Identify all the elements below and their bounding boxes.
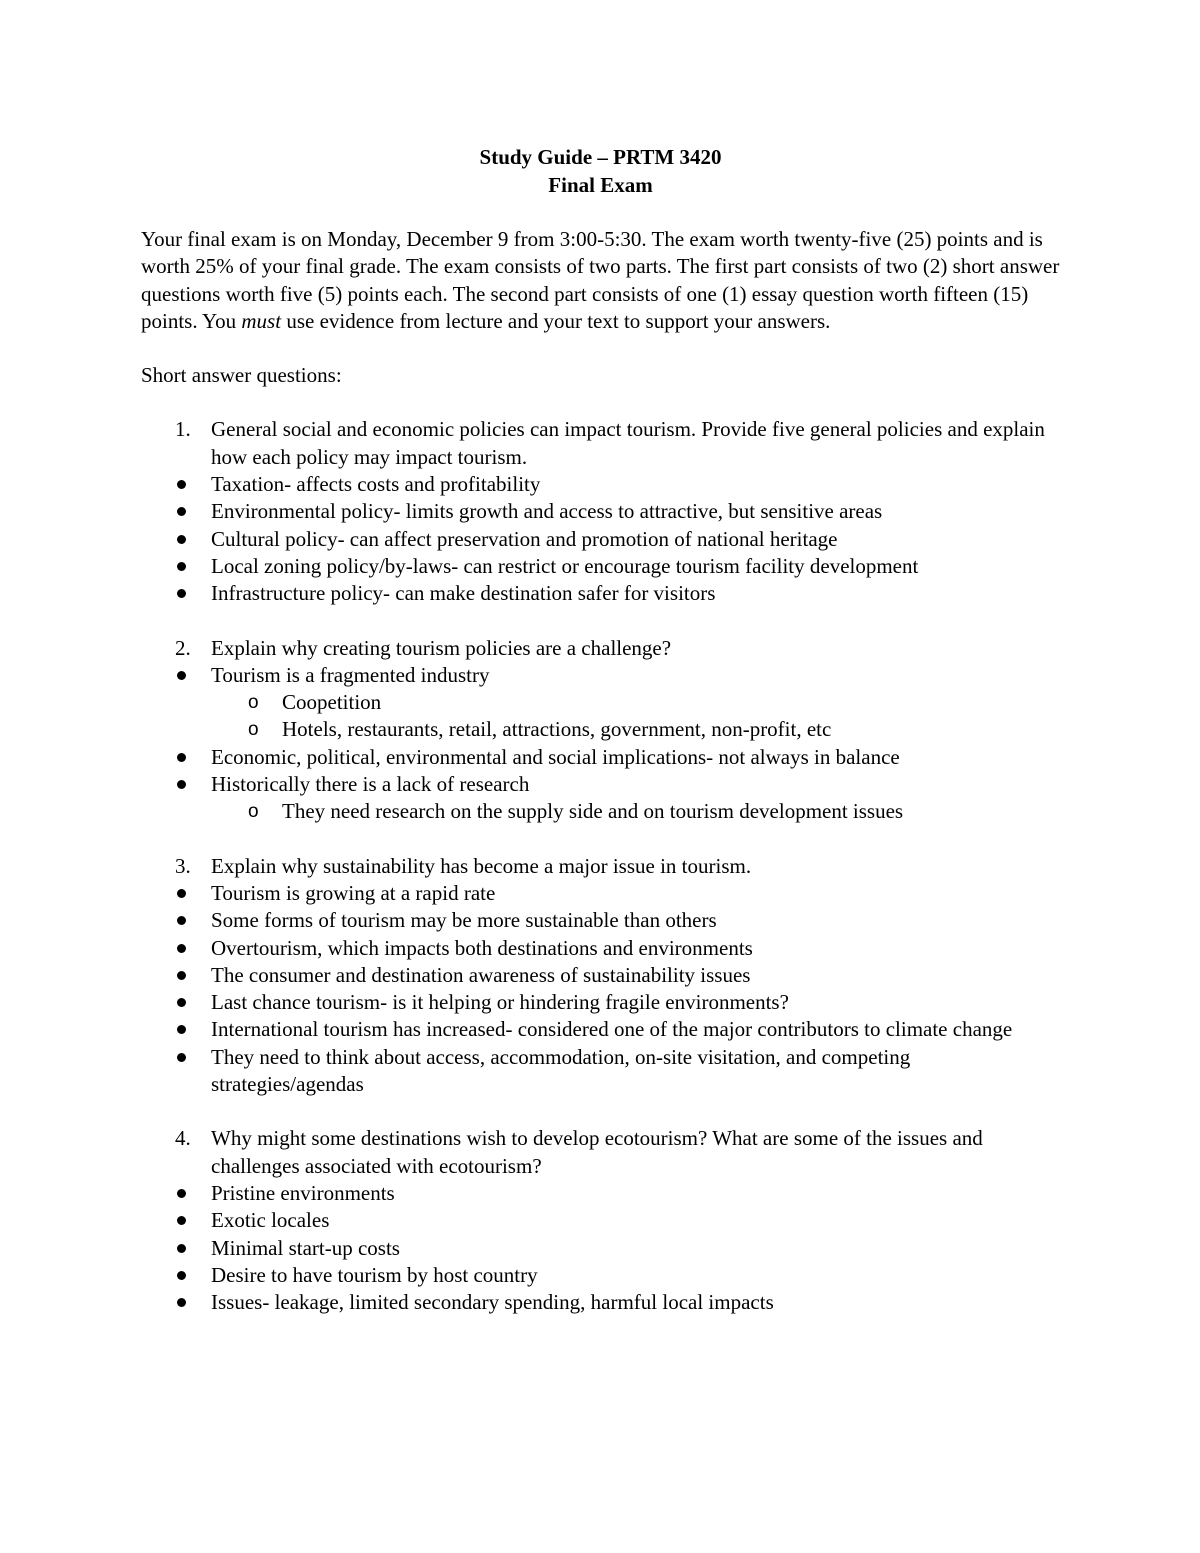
answer-bullet-list (141, 880, 1060, 1098)
answer-bullet (141, 526, 1060, 553)
bullet-dot-icon (177, 562, 186, 571)
answer-bullet (141, 1016, 1060, 1043)
answer-bullet-list (141, 471, 1060, 607)
answer-bullet (141, 907, 1060, 934)
answer-bullet (141, 935, 1060, 962)
bullet-dot-icon (177, 971, 186, 980)
answer-bullet (141, 553, 1060, 580)
bullet-dot-icon (177, 480, 186, 489)
bullet-dot-icon (177, 1298, 186, 1307)
page-subtitle: Final Exam (548, 172, 653, 197)
question-prompt (141, 1125, 1060, 1180)
question-text: Explain why sustainability has become a major issue in tourism. (211, 853, 752, 878)
bullet-dot-icon (177, 944, 186, 953)
title-block (141, 144, 1060, 199)
bullet-text: Overtourism, which impacts both destinations and environments (211, 935, 753, 960)
bullet-dot-icon (177, 671, 186, 680)
answer-bullet (141, 471, 1060, 498)
bullet-dot-icon (177, 535, 186, 544)
answer-bullet (141, 989, 1060, 1016)
bullet-dot-icon (177, 753, 186, 762)
bullet-dot-icon (177, 589, 186, 598)
bullet-dot-icon (177, 916, 186, 925)
answer-bullet (141, 1262, 1060, 1289)
question-1 (141, 416, 1060, 607)
answer-bullet (141, 662, 1060, 689)
bullet-dot-icon (177, 1189, 186, 1198)
question-number: 1. (175, 417, 191, 442)
bullet-dot-icon (177, 889, 186, 898)
answer-bullet (141, 1044, 1060, 1099)
question-text: Why might some destinations wish to develop ecotourism? What are some of the issues and challenges associated with ecotourism? (211, 1126, 983, 1178)
bullet-text: They need to think about access, accommodation, on-site visitation, and competing strategies/agendas (211, 1044, 911, 1097)
question-text: Explain why creating tourism policies are a challenge? (211, 635, 672, 660)
bullet-dot-icon (177, 998, 186, 1007)
answer-bullet (141, 1289, 1060, 1316)
bullet-text: Pristine environments (211, 1180, 395, 1205)
bullet-text: Tourism is growing at a rapid rate (211, 880, 496, 905)
question-prompt (141, 853, 1060, 880)
question-number: 3. (175, 853, 191, 878)
bullet-text: International tourism has increased- considered one of the major contributors to climate change (211, 1017, 1013, 1042)
question-number: 2. (175, 635, 191, 660)
intro-text-after: use evidence from lecture and your text to support your answers. (281, 308, 831, 333)
bullet-text: Desire to have tourism by host country (211, 1262, 538, 1287)
bullet-text: Environmental policy- limits growth and access to attractive, but sensitive areas (211, 499, 883, 524)
bullet-dot-icon (177, 1244, 186, 1253)
sub-bullet (141, 798, 1060, 825)
bullet-text: Economic, political, environmental and social implications- not always in balance (211, 744, 900, 769)
bullet-dot-icon (177, 780, 186, 789)
hollow-circle-icon: o (248, 719, 259, 741)
bullet-text: Taxation- affects costs and profitability (211, 472, 541, 497)
sub-bullet-text: They need research on the supply side and on tourism development issues (282, 799, 904, 824)
bullet-text: Some forms of tourism may be more sustainable than others (211, 908, 717, 933)
intro-text-before: Your final exam is on Monday, December 9 from 3:00-5:30. The exam worth twenty-five (25) points and is worth 25% of your final grade. The exam consists of two parts. The first part consists of two (2) short answer questions worth five (5) points each. The second part consists of one (1) essay question worth fifteen (15) points. You (141, 227, 1060, 333)
bullet-text: Historically there is a lack of research (211, 772, 530, 797)
answer-bullet (141, 1207, 1060, 1234)
page-title: Study Guide – PRTM 3420 (479, 145, 722, 169)
bullet-text: Tourism is a fragmented industry (211, 662, 490, 687)
bullet-text: The consumer and destination awareness of sustainability issues (211, 962, 751, 987)
question-text: General social and economic policies can impact tourism. Provide five general policies and explain how each policy may impact tourism. (211, 417, 1045, 469)
sub-bullet-list (141, 798, 1060, 825)
hollow-circle-icon: o (248, 692, 259, 714)
bullet-dot-icon (177, 1053, 186, 1062)
bullet-dot-icon (177, 1216, 186, 1225)
sub-bullet-text: Hotels, restaurants, retail, attractions, government, non-profit, etc (282, 717, 832, 742)
answer-bullet (141, 962, 1060, 989)
intro-paragraph (141, 226, 1060, 335)
bullet-text: Infrastructure policy- can make destination safer for visitors (211, 581, 716, 606)
sub-bullet-list (141, 689, 1060, 744)
question-prompt (141, 635, 1060, 662)
question-4 (141, 1125, 1060, 1316)
intro-emphasis: must (241, 308, 282, 333)
question-2 (141, 635, 1060, 826)
bullet-text: Cultural policy- can affect preservation and promotion of national heritage (211, 526, 838, 551)
answer-bullet (141, 580, 1060, 607)
answer-bullet (141, 771, 1060, 798)
bullet-text: Last chance tourism- is it helping or hindering fragile environments? (211, 990, 789, 1015)
bullet-dot-icon (177, 1025, 186, 1034)
section-label: Short answer questions: (141, 363, 342, 388)
question-3 (141, 853, 1060, 1099)
bullet-text: Issues- leakage, limited secondary spending, harmful local impacts (211, 1290, 774, 1315)
bullet-text: Exotic locales (211, 1208, 330, 1233)
answer-bullet-list (141, 662, 1060, 826)
answer-bullet (141, 1235, 1060, 1262)
answer-bullet-list (141, 1180, 1060, 1316)
answer-bullet (141, 1180, 1060, 1207)
bullet-dot-icon (177, 507, 186, 516)
sub-bullet (141, 689, 1060, 716)
bullet-dot-icon (177, 1271, 186, 1280)
question-number: 4. (175, 1126, 191, 1151)
question-prompt (141, 416, 1060, 471)
answer-bullet (141, 744, 1060, 771)
hollow-circle-icon: o (248, 801, 259, 823)
answer-bullet (141, 880, 1060, 907)
answer-bullet (141, 498, 1060, 525)
bullet-text: Local zoning policy/by-laws- can restrict or encourage tourism facility development (211, 553, 919, 578)
sub-bullet-text: Coopetition (282, 690, 382, 715)
sub-bullet (141, 716, 1060, 743)
bullet-text: Minimal start-up costs (211, 1235, 400, 1260)
questions-list (141, 416, 1060, 1316)
